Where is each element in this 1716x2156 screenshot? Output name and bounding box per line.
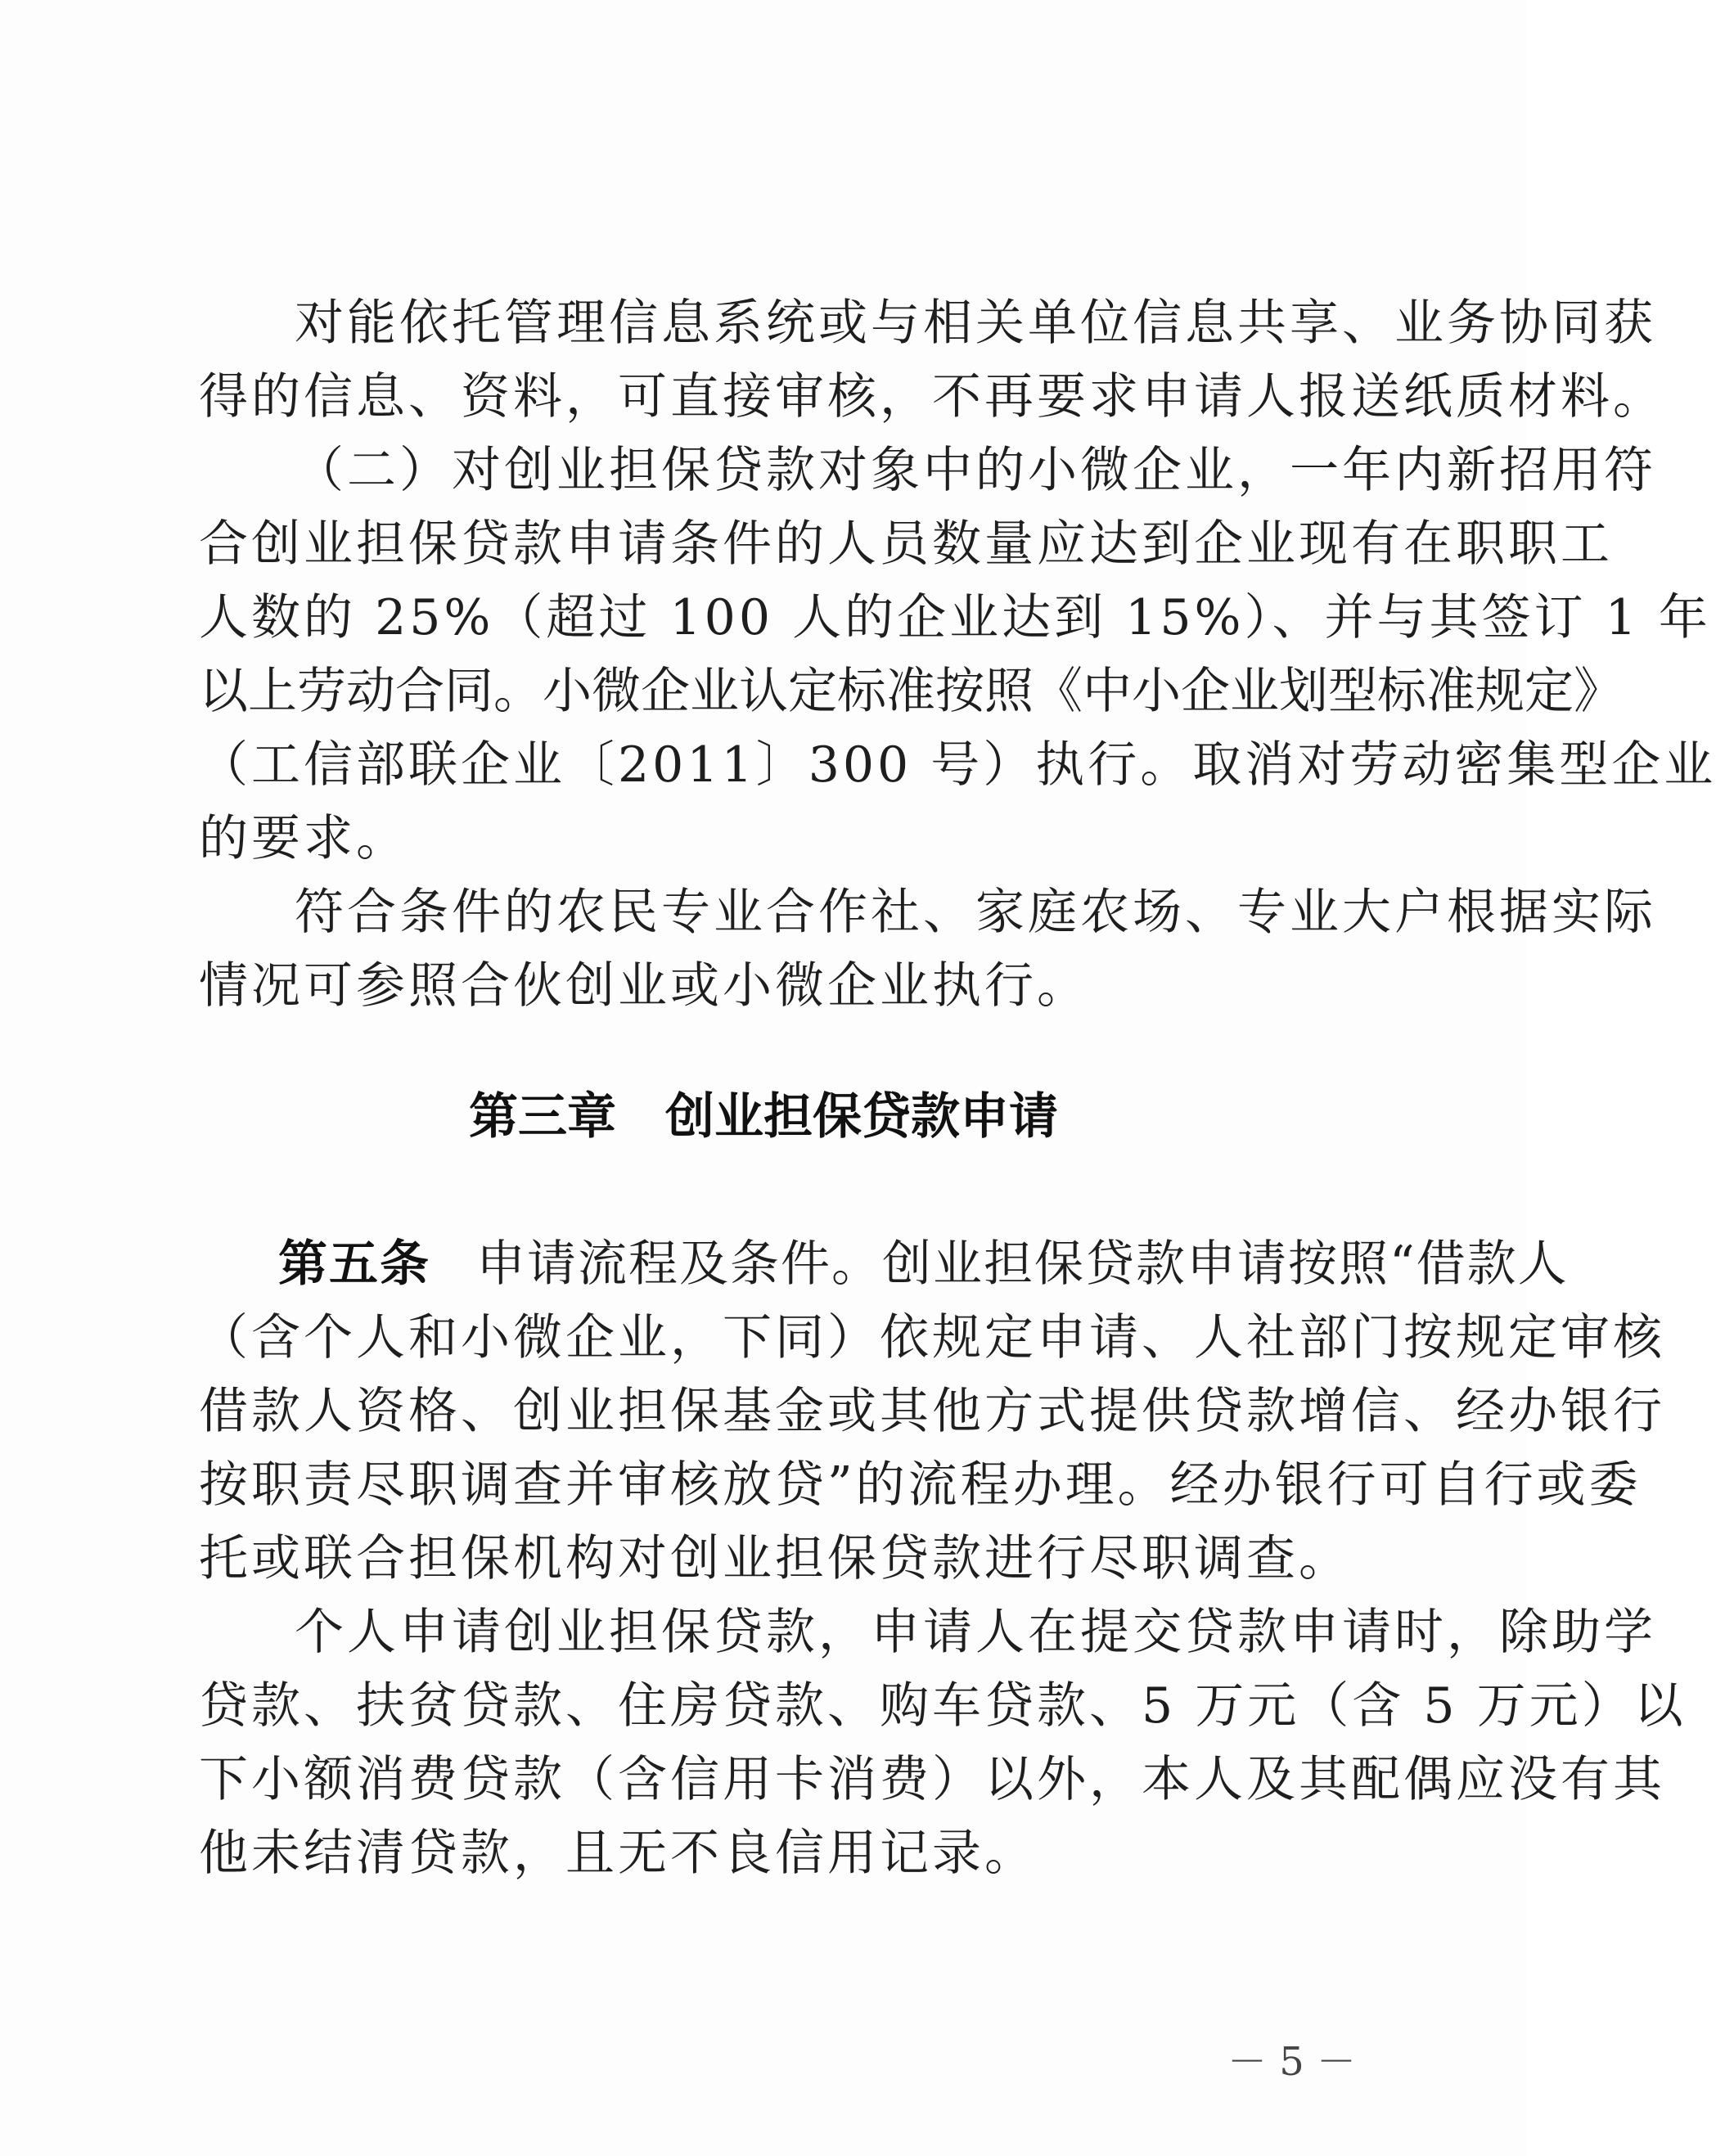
article-5-label: 第五条	[278, 1236, 430, 1293]
article-5-line-1	[278, 1231, 1569, 1297]
chapter-heading	[0, 1084, 1527, 1150]
paragraph-2-line-3: 人数的 25%（超过 100 人的企业达到 15%）、并与其签订 1 年	[199, 589, 1711, 646]
paragraph-2-line-2: 合创业担保贷款申请条件的人员数量应达到企业现有在职职工	[199, 515, 1613, 573]
paragraph-3-line-1: 符合条件的农民专业合作社、家庭农场、专业大户根据实际	[295, 884, 1656, 941]
paragraph-6-line-1: 个人申请创业担保贷款，申请人在提交贷款申请时，除助学	[295, 1604, 1656, 1661]
paragraph-3-line-2: 情况可参照合伙创业或小微企业执行。	[199, 957, 1089, 1015]
paragraph-2-line-4: 以上劳动合同。小微企业认定标准按照《中小企业划型标准规定》	[199, 663, 1623, 720]
paragraph-6-line-4: 他未结清贷款，且无不良信用记录。	[199, 1825, 1037, 1882]
paragraph-6-line-2: 贷款、扶贫贷款、住房贷款、购车贷款、5 万元（含 5 万元）以	[199, 1677, 1687, 1735]
paragraph-2-line-5: （工信部联企业〔2011〕300 号）执行。取消对劳动密集型企业	[199, 736, 1716, 794]
paragraph-1-line-1: 对能依托管理信息系统或与相关单位信息共享、业务协同获	[295, 295, 1656, 352]
paragraph-2-line-6: 的要求。	[199, 810, 408, 867]
paragraph-2-line-1: （二）对创业担保贷款对象中的小微企业，一年内新招用符	[295, 442, 1656, 499]
chapter-title: 创业担保贷款申请	[665, 1088, 1058, 1146]
article-5-line-4: 按职责尽职调查并审核放贷”的流程办理。经办银行可自行或委	[199, 1456, 1642, 1514]
page-number: － 5 －	[1227, 2039, 1357, 2085]
paragraph-1-line-2: 得的信息、资料，可直接审核，不再要求申请人报送纸质材料。	[199, 368, 1665, 425]
chapter-number: 第三章	[469, 1088, 616, 1146]
article-5-line-3: 借款人资格、创业担保基金或其他方式提供贷款增信、经办银行	[199, 1383, 1665, 1440]
article-5-line-1-text: 申请流程及条件。创业担保贷款申请按照“借款人	[476, 1236, 1569, 1293]
article-5-line-2: （含个人和小微企业，下同）依规定申请、人社部门按规定审核	[199, 1309, 1665, 1366]
article-5-line-5: 托或联合担保机构对创业担保贷款进行尽职调查。	[199, 1530, 1351, 1587]
paragraph-6-line-3: 下小额消费贷款（含信用卡消费）以外，本人及其配偶应没有其	[199, 1751, 1665, 1808]
